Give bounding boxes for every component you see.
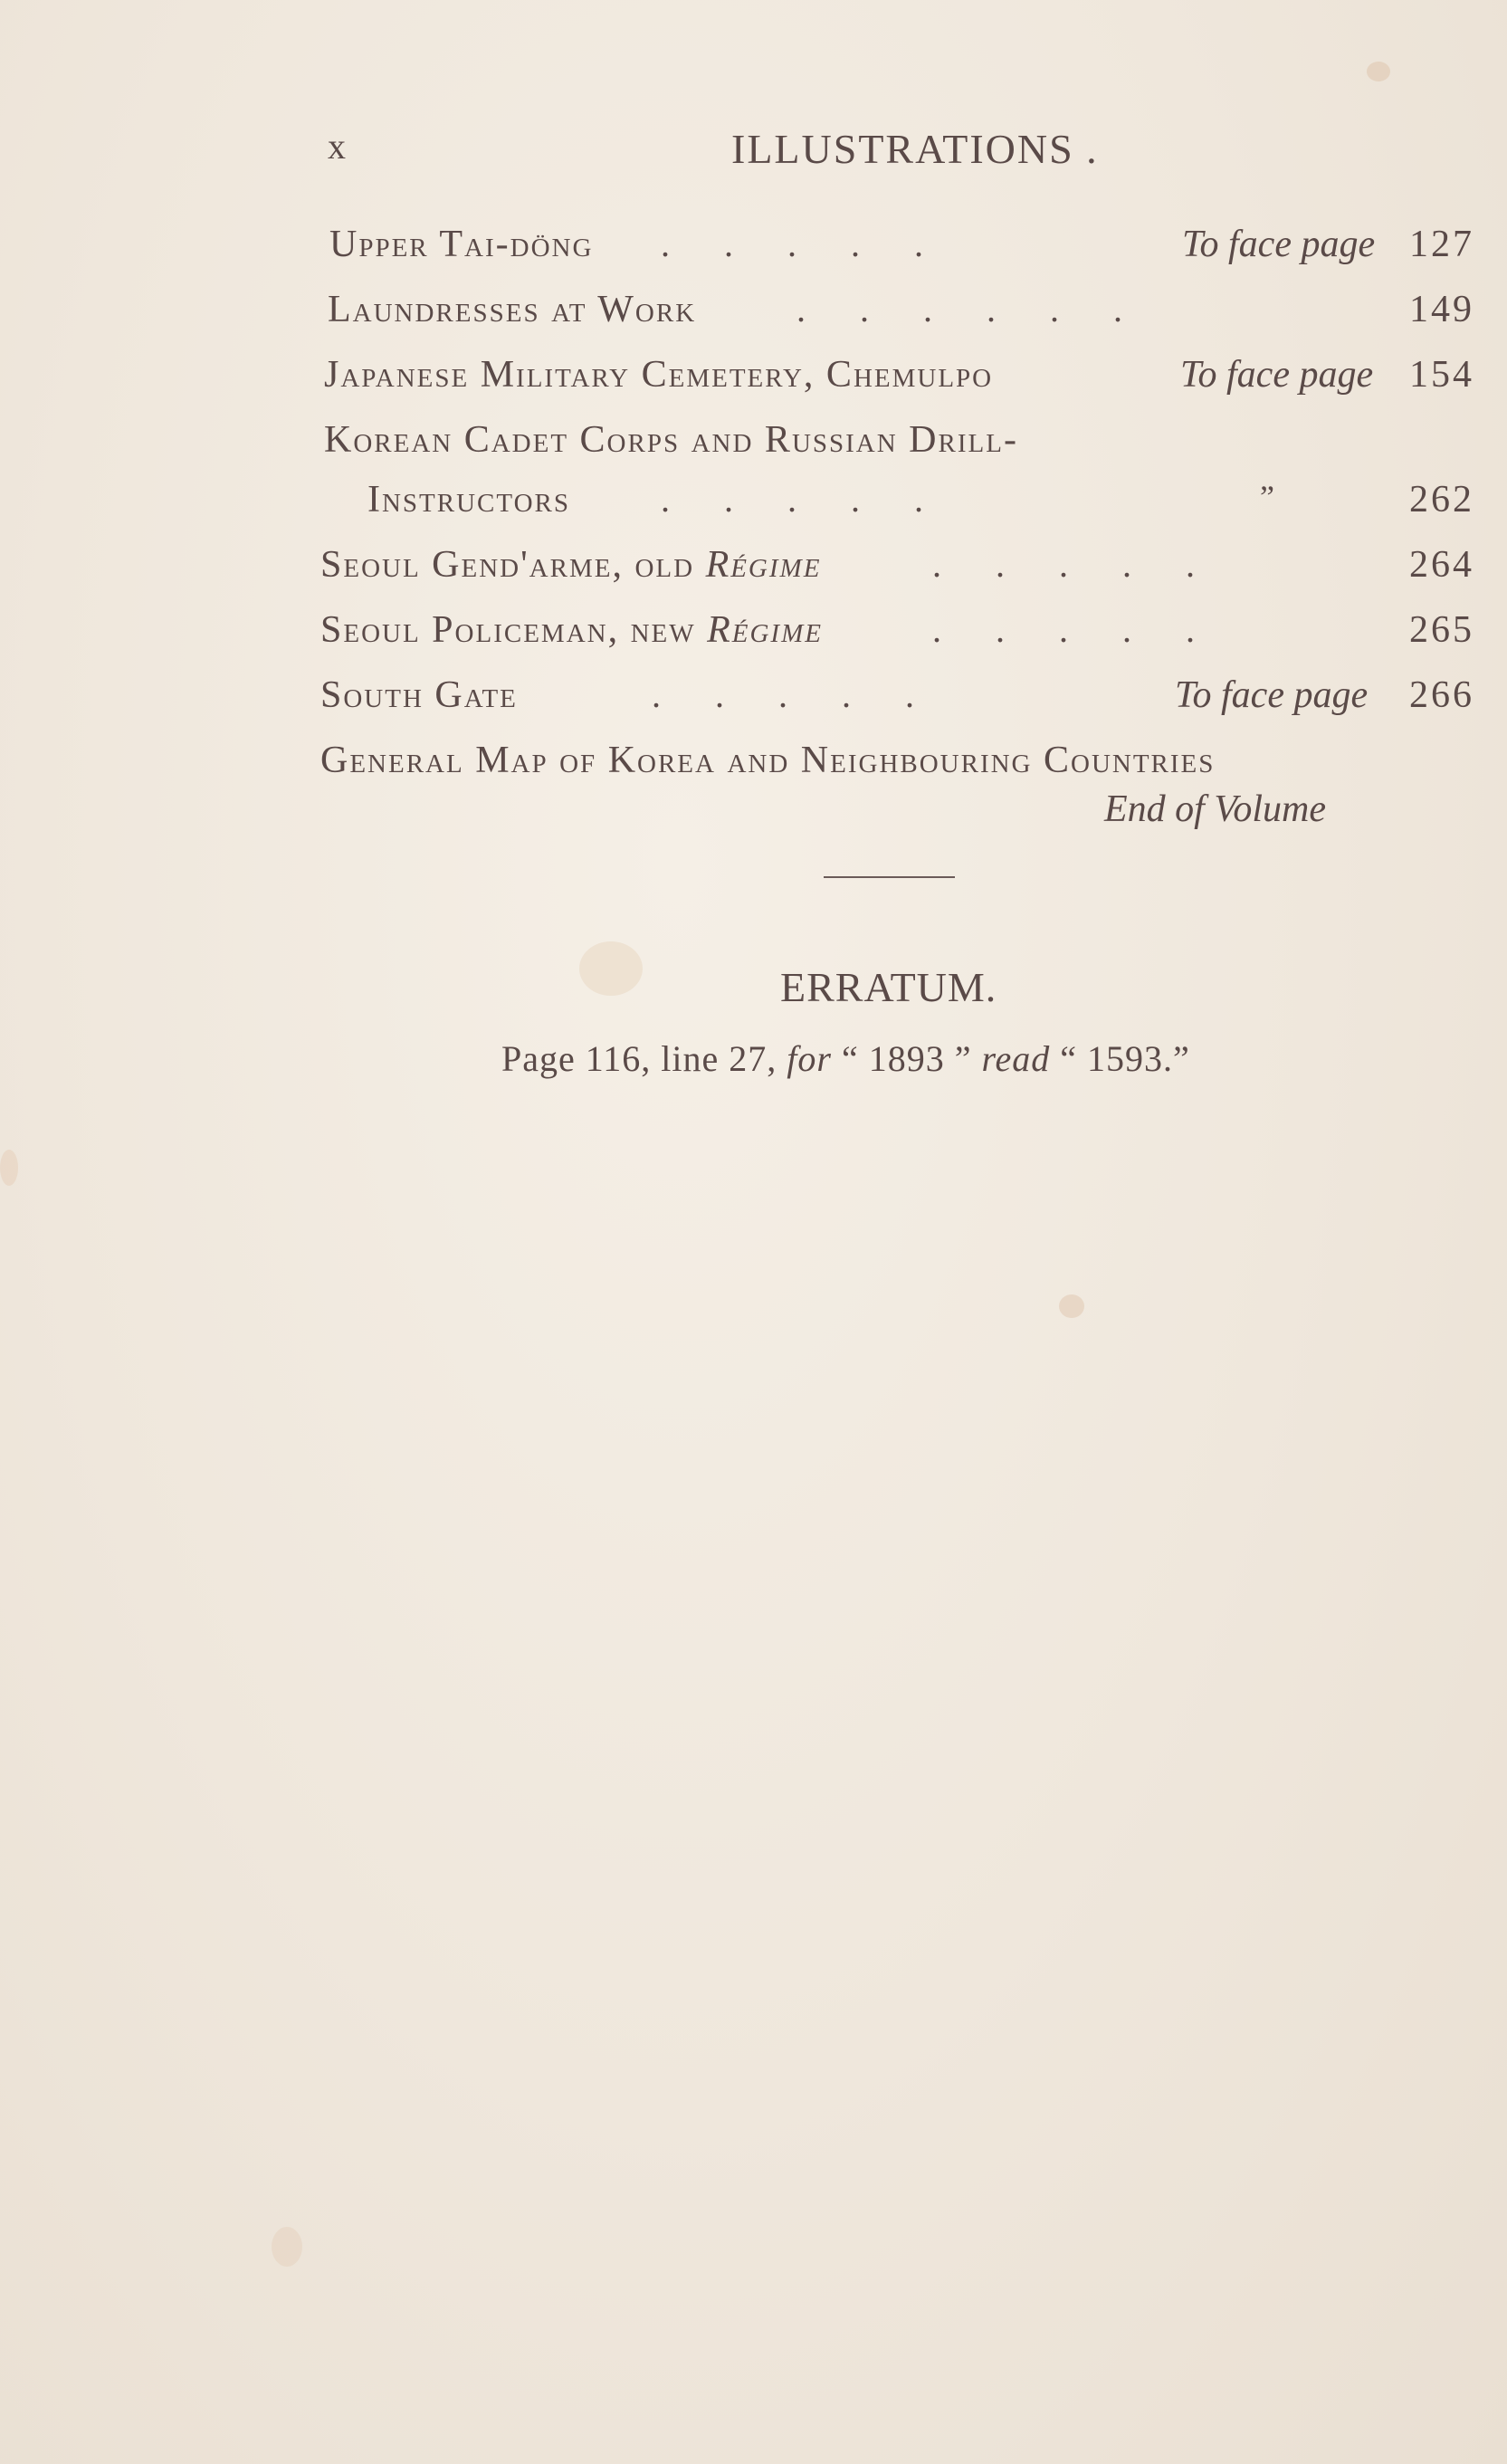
to-face-page-label: To face page: [1175, 674, 1369, 716]
entry-page-number: 262: [1409, 479, 1474, 520]
entry-page-number: 154: [1409, 354, 1474, 396]
running-head: ILLUSTRATIONS .: [731, 126, 1099, 172]
erratum-for-word: for: [787, 1038, 832, 1079]
entry-page-number: 264: [1409, 544, 1474, 586]
paper-stain: [579, 941, 643, 996]
erratum-location: Page 116, line 27,: [501, 1038, 787, 1079]
page-header: [0, 125, 1507, 179]
entry-title-text: Seoul Gend'arme, old: [320, 544, 706, 586]
entry-title: Laundresses at Work: [328, 289, 697, 330]
entry-title: Japanese Military Cemetery, Chemulpo: [324, 354, 994, 396]
entry-title: South Gate: [320, 674, 518, 716]
erratum-wrong-value: “ 1893 ”: [831, 1038, 982, 1079]
erratum-correct-value: “ 1593.”: [1050, 1038, 1190, 1079]
dot-leaders: . . . . .: [932, 609, 1195, 650]
entry-title-italic: Régime: [707, 609, 823, 651]
illustration-entry: [0, 223, 1507, 281]
entry-title: General Map of Korea and Neighbouring Countries: [320, 740, 1216, 781]
to-face-page-label: To face page: [1182, 224, 1376, 265]
entry-page-number: 127: [1409, 224, 1474, 265]
dot-leaders: . . . . . .: [796, 289, 1122, 329]
paper-stain: [1059, 1294, 1084, 1318]
illustration-entry: [0, 418, 1507, 476]
entry-title-line2: Instructors: [367, 479, 571, 520]
end-of-volume-note: End of Volume: [1104, 788, 1326, 830]
dot-leaders: . . . . .: [652, 674, 914, 715]
erratum-heading: ERRATUM.: [780, 964, 997, 1010]
paper-stain: [0, 1150, 18, 1186]
illustration-entry-continued: [0, 478, 1507, 536]
ditto-mark: ”: [1260, 479, 1274, 515]
paper-stain: [1367, 62, 1390, 81]
entry-page-number: 265: [1409, 609, 1474, 651]
illustration-entry: [0, 353, 1507, 411]
entry-title-line1: Korean Cadet Corps and Russian Drill-: [324, 419, 1018, 461]
entry-title: Upper Tai-döng: [329, 224, 594, 265]
paper-stain: [272, 2227, 302, 2267]
entry-page-number: 266: [1409, 674, 1474, 716]
to-face-page-label: To face page: [1180, 354, 1374, 396]
page-number-folio: x: [328, 126, 347, 167]
entry-title: [320, 543, 821, 587]
entry-title: [320, 608, 823, 652]
entry-title-italic: Régime: [705, 544, 822, 586]
erratum-text: [501, 1037, 1190, 1080]
entry-page-number: 149: [1409, 289, 1474, 330]
entry-title-text: Seoul Policeman, new: [320, 609, 708, 651]
dot-leaders: . . . . .: [661, 224, 923, 264]
dot-leaders: . . . . .: [661, 479, 923, 520]
illustration-entry: [0, 673, 1507, 731]
illustration-entry: [0, 543, 1507, 601]
dot-leaders: . . . . .: [932, 544, 1195, 585]
section-divider: [824, 876, 955, 878]
illustration-entry: [0, 608, 1507, 666]
illustration-entry: [0, 288, 1507, 346]
erratum-read-word: read: [981, 1038, 1051, 1079]
